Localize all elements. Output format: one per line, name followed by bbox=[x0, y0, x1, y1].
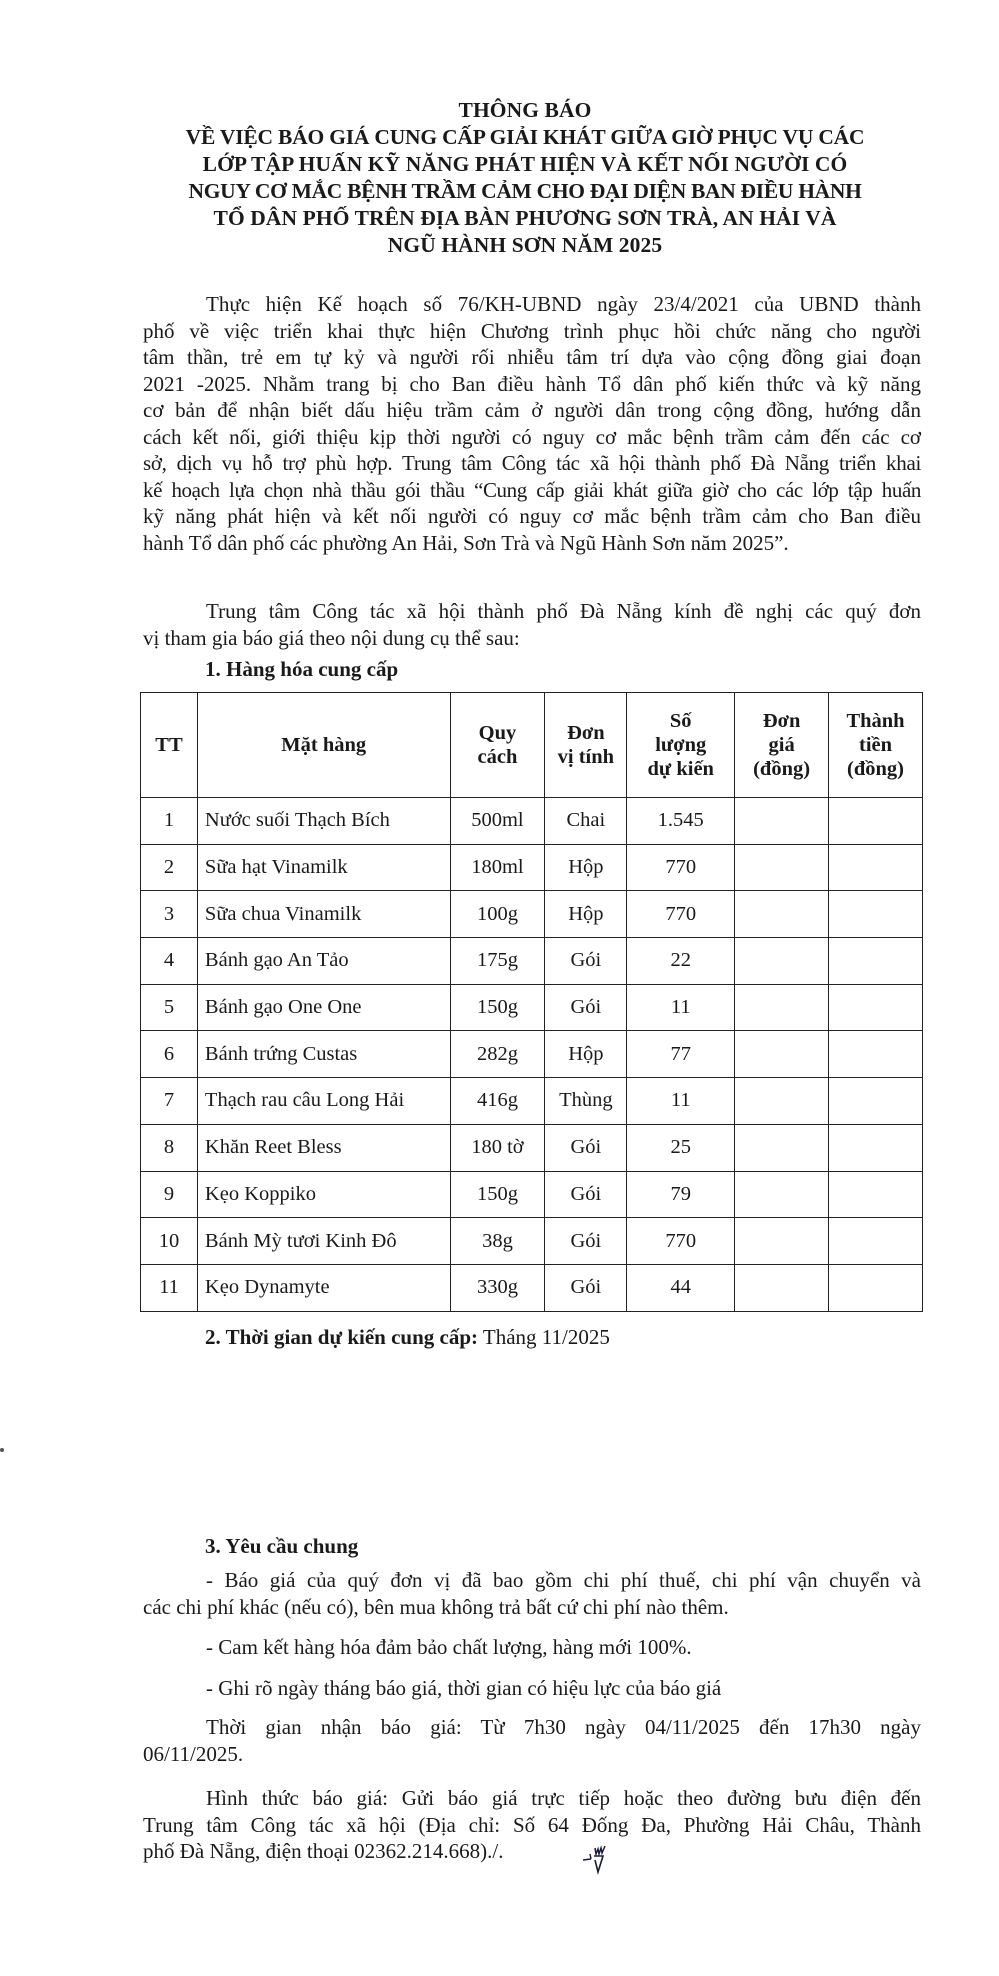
header-tt: TT bbox=[141, 693, 198, 798]
table-row: 3 Sữa chua Vinamilk 100g Hộp 770 bbox=[141, 891, 923, 938]
text-line: các chi phí khác (nếu có), bên mua không trả bất cứ chi phí nào thêm. bbox=[143, 1594, 729, 1619]
header-total: Thành tiền (đồng) bbox=[829, 693, 923, 798]
text-line: Trung tâm Công tác xã hội thành phố Đà Nẵng kính đề nghị các quý đơn bbox=[206, 599, 921, 623]
text-line: - Cam kết hàng hóa đảm bảo chất lượng, hàng mới 100%. bbox=[206, 1635, 692, 1659]
header-qty: Số lượng dự kiến bbox=[627, 693, 735, 798]
header-spec: Quy cách bbox=[450, 693, 545, 798]
text-line: cách kết nối, giới thiệu kịp thời người có nguy cơ mắc bệnh trầm cảm đến các cơ bbox=[143, 424, 921, 449]
title-line: THÔNG BÁO bbox=[458, 98, 592, 122]
table-row: 1 Nước suối Thạch Bích 500ml Chai 1.545 bbox=[141, 798, 923, 845]
document-title bbox=[130, 97, 920, 259]
table-header-row bbox=[141, 693, 923, 798]
header-item: Mặt hàng bbox=[197, 693, 450, 798]
text-line: kế hoạch lựa chọn nhà thầu gói thầu “Cung cấp giải khát giữa giờ cho các lớp tập huấn bbox=[143, 477, 921, 502]
text-line: phố về việc triển khai thực hiện Chương trình phục hồi chức năng cho người bbox=[143, 318, 921, 343]
table-row: 9 Kẹo Koppiko 150g Gói 79 bbox=[141, 1171, 923, 1218]
text-line: 06/11/2025. bbox=[143, 1741, 244, 1766]
requirement-quality bbox=[143, 1634, 921, 1661]
table-row: 4 Bánh gạo An Tảo 175g Gói 22 bbox=[141, 938, 923, 985]
text-line: kỹ năng phát hiện và kết nối người có nguy cơ mắc bệnh trầm cảm cho Ban điều bbox=[143, 504, 921, 528]
text-line: hành Tổ dân phố các phường An Hải, Sơn Trà và Ngũ Hành Sơn năm 2025”. bbox=[143, 530, 789, 555]
requirement-date bbox=[143, 1675, 921, 1702]
delivery-time-value: Tháng 11/2025 bbox=[478, 1325, 610, 1349]
header-unit: Đơn vị tính bbox=[545, 693, 627, 798]
table-row: 11 Kẹo Dynamyte 330g Gói 44 bbox=[141, 1264, 923, 1311]
section-heading-requirements: 3. Yêu cầu chung bbox=[205, 1534, 359, 1558]
text-line: sở, dịch vụ hỗ trợ phù hợp. Trung tâm Công tác xã hội thành phố Đà Nẵng triển khai bbox=[143, 451, 921, 475]
text-line: vị tham gia báo giá theo nội dung cụ thể sau: bbox=[143, 625, 520, 650]
receive-time-paragraph bbox=[143, 1714, 921, 1767]
text-line: Hình thức báo giá: Gửi báo giá trực tiếp hoặc theo đường bưu điện đến bbox=[206, 1786, 921, 1810]
table-row: 10 Bánh Mỳ tươi Kinh Đô 38g Gói 770 bbox=[141, 1218, 923, 1265]
table-row: 5 Bánh gạo One One 150g Gói 11 bbox=[141, 984, 923, 1031]
table-row: 7 Thạch rau câu Long Hải 416g Thùng 11 bbox=[141, 1078, 923, 1125]
request-paragraph bbox=[143, 598, 921, 651]
text-line: phố Đà Nẵng, điện thoại 02362.214.668)./. bbox=[143, 1839, 504, 1863]
text-line: Trung tâm Công tác xã hội (Địa chỉ: Số 64 Đống Đa, Phường Hải Châu, Thành bbox=[143, 1812, 921, 1837]
section-heading-delivery-time: 2. Thời gian dự kiến cung cấp: Tháng 11/2025 bbox=[205, 1325, 610, 1349]
scan-artifact bbox=[0, 1448, 4, 1452]
text-line: tâm thần, trẻ em tự kỷ và người rối nhiễu tâm trí dựa vào cộng đồng giai đoạn bbox=[143, 345, 921, 369]
title-line: LỚP TẬP HUẤN KỸ NĂNG PHÁT HIỆN VÀ KẾT NỐI NGƯỜI CÓ bbox=[202, 152, 848, 176]
title-line: NGŨ HÀNH SƠN NĂM 2025 bbox=[387, 233, 663, 257]
intro-paragraph bbox=[143, 291, 921, 556]
text-line: - Báo giá của quý đơn vị đã bao gồm chi phí thuế, chi phí vận chuyển và bbox=[206, 1568, 921, 1592]
requirement-taxes bbox=[143, 1567, 921, 1620]
title-line: TỔ DÂN PHỐ TRÊN ĐỊA BÀN PHƯƠNG SƠN TRÀ, AN HẢI VÀ bbox=[213, 206, 837, 230]
signature-initials-icon bbox=[581, 1840, 617, 1881]
header-price: Đơn giá (đồng) bbox=[735, 693, 829, 798]
submission-method-paragraph bbox=[143, 1785, 921, 1865]
title-line: VỀ VIỆC BÁO GIÁ CUNG CẤP GIẢI KHÁT GIỮA GIỜ PHỤC VỤ CÁC bbox=[185, 125, 865, 149]
text-line: Thời gian nhận báo giá: Từ 7h30 ngày 04/11/2025 đến 17h30 ngày bbox=[206, 1715, 921, 1739]
table-row: 6 Bánh trứng Custas 282g Hộp 77 bbox=[141, 1031, 923, 1078]
goods-table bbox=[140, 692, 923, 1312]
text-line: Thực hiện Kế hoạch số 76/KH-UBND ngày 23/4/2021 của UBND thành bbox=[206, 292, 921, 316]
text-line: - Ghi rõ ngày tháng báo giá, thời gian có hiệu lực của báo giá bbox=[206, 1676, 722, 1700]
text-line: cơ bản để nhận biết dấu hiệu trầm cảm ở người dân trong cộng đồng, hướng dẫn bbox=[143, 398, 921, 422]
section-heading-goods: 1. Hàng hóa cung cấp bbox=[205, 657, 399, 681]
table-row: 2 Sữa hạt Vinamilk 180ml Hộp 770 bbox=[141, 844, 923, 891]
table-row: 8 Khăn Reet Bless 180 tờ Gói 25 bbox=[141, 1124, 923, 1171]
text-line: 2021 -2025. Nhằm trang bị cho Ban điều hành Tổ dân phố kiến thức và kỹ năng bbox=[143, 371, 921, 396]
title-line: NGUY CƠ MẮC BỆNH TRẦM CẢM CHO ĐẠI DIỆN BAN ĐIỀU HÀNH bbox=[188, 179, 862, 203]
